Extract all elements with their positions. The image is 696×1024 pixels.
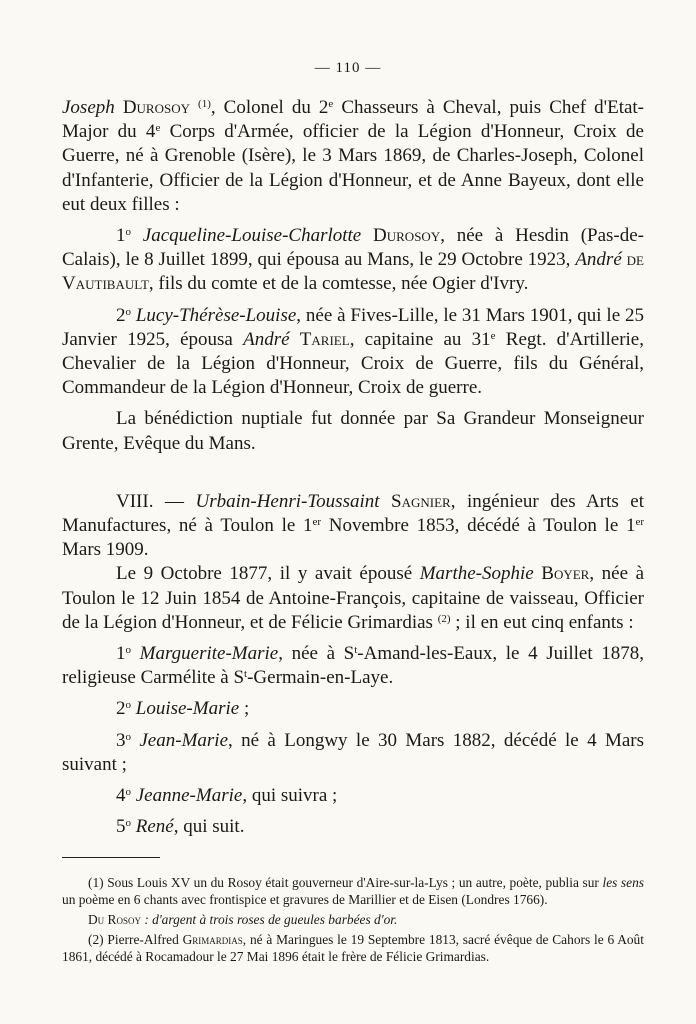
spouse-given-name: André: [575, 249, 622, 271]
ordinal-sup: o: [125, 644, 131, 657]
paragraph-daughter-2: [62, 304, 644, 401]
spouse-surname: Tariel: [299, 328, 350, 350]
text: , capitaine au 31: [349, 328, 491, 350]
paragraph-daughter-1: [62, 224, 644, 297]
ordinal-sup: er: [635, 516, 644, 529]
item-number: 4: [116, 785, 126, 807]
child-item: [62, 815, 644, 839]
ordinal-sup: o: [125, 305, 131, 318]
item-number: 1: [116, 225, 126, 247]
text: , né à Longwy le 30 Mars 1882, décédé le 4 Mars suivant ;: [62, 729, 645, 775]
ordinal-sup: e: [328, 98, 334, 110]
ordinal-sup: o: [125, 730, 131, 743]
ordinal-sup: o: [125, 226, 131, 239]
ordinal-sup: o: [125, 699, 131, 712]
ordinal-sup: er: [312, 516, 322, 529]
text: Pierre-Alfred: [107, 932, 179, 947]
text: ;: [239, 698, 250, 720]
child-item: [62, 729, 644, 777]
paragraph-marriage: [62, 562, 644, 635]
footnote-ref: (1): [198, 98, 211, 110]
given-name: Urbain-Henri-Toussaint: [195, 490, 380, 512]
paragraph-urbain-sagnier: [62, 490, 644, 563]
text: Novembre 1853, décédé à Toulon le 1: [321, 515, 636, 537]
text: , ingénieur des Arts et Manufactures, né à Toulon le 1: [62, 490, 645, 537]
surname: Durosoy: [373, 225, 441, 247]
text: Chasseurs à Cheval, puis Chef d'Etat-Major du 4: [62, 97, 645, 143]
item-number: 1: [116, 643, 126, 665]
given-name: Joseph: [62, 97, 115, 118]
footnote-ref: (2): [437, 612, 451, 625]
given-name: Jeanne-Marie: [135, 785, 243, 807]
paragraph-joseph-durosoy: [62, 96, 644, 217]
text: , née à Hesdin (Pas-de-Calais), le 8 Juillet 1899, qui épousa au Mans, le 29 Octobre 1923,: [62, 225, 645, 271]
given-name: René: [135, 816, 174, 838]
text: , qui suit.: [173, 816, 245, 838]
footnote-number: (1): [88, 875, 104, 890]
text: , née à Toulon le 12 Juin 1854 de Antoine-François, capitaine de vaisseau, Officier de la Légion d'Honneur, et de Félicie Grimardias: [62, 563, 644, 633]
generation-number: VIII. —: [116, 490, 184, 512]
text: Mars 1909.: [62, 539, 149, 561]
footnote-2: [62, 931, 644, 965]
ordinal-sup: o: [125, 786, 131, 799]
surname: Sagnier: [391, 490, 451, 512]
given-name: Lucy-Thérèse-Louise: [135, 304, 297, 326]
surname: Boyer: [541, 563, 590, 585]
abbrev-sup: t: [354, 644, 358, 657]
text: , né à Maringues le 19 Septembre 1813, sacré évêque de Cahors le 6 Août 1861, décédé à Rocamadour le 27 Mai 1896 était le frère de Félicie Grimardias.: [62, 932, 644, 964]
text: Corps d'Armée, officier de la Légion d'Honneur, Croix de Guerre, né à Grenoble (Isère), le 3 Mars 1869, de Charles-Joseph, Colonel d'Infanterie, Officier de la Légion d'Honneur, et de Anne Bayeux, dont elle eut deux filles :: [62, 121, 644, 215]
footnote-1: [62, 874, 644, 908]
given-name: Marthe-Sophie: [419, 563, 534, 585]
child-item: [62, 697, 644, 721]
ordinal-sup: e: [490, 329, 496, 342]
abbrev-sup: t: [244, 668, 248, 681]
child-item: [62, 784, 644, 808]
footnote-1-arms: [62, 911, 644, 928]
item-number: 5: [116, 816, 126, 838]
spouse-surname: de Vautibault: [62, 249, 644, 295]
ordinal-sup: o: [125, 817, 131, 830]
text: , née à Fives-Lille, le 31 Mars 1901, qui le 25 Janvier 1925, épousa: [62, 304, 644, 350]
footnote-divider: [62, 857, 160, 858]
given-name: Jean-Marie: [139, 729, 229, 751]
main-text: [62, 96, 644, 839]
item-number: 2: [116, 304, 126, 326]
footnote-number: (2): [88, 932, 104, 947]
text: -Amand-les-Eaux, le 4 Juillet 1878, religieuse Carmélite à S: [62, 643, 645, 689]
surname: Du Rosoy: [88, 912, 141, 927]
item-number: 3: [116, 729, 126, 751]
child-item: [62, 642, 644, 690]
text: Le 9 Octobre 1877, il y avait épousé: [116, 563, 413, 585]
text: , qui suivra ;: [242, 785, 338, 807]
text: , fils du comte et de la comtesse, née Ogier d'Ivry.: [148, 273, 529, 295]
text: Sous Louis XV un du Rosoy était gouverneur d'Aire-sur-la-Lys ; un autre, poète, publia sur: [107, 875, 599, 890]
text: un poème en 6 chants avec frontispice et gravures de Marillier et de Eisen (Londres 1766).: [62, 892, 548, 907]
footnotes: [62, 874, 644, 965]
text: , Colonel du 2: [210, 97, 329, 118]
text: -Germain-en-Laye.: [247, 667, 394, 689]
blazon-text: : d'argent à trois roses de gueules barbées d'or.: [144, 912, 398, 927]
paragraph-benediction: La bénédiction nuptiale fut donnée par Sa Grandeur Monseigneur Grente, Evêque du Mans.: [62, 408, 644, 454]
text: Regt. d'Artillerie, Chevalier de la Légion d'Honneur, Croix de Guerre, fils du Général, Commandeur de la Légion d'Honneur, Croix de guerre.: [62, 328, 644, 399]
spouse-given-name: André: [243, 328, 290, 350]
surname: Grimardias: [182, 932, 243, 947]
given-name: Marguerite-Marie: [139, 643, 279, 665]
surname: Durosoy: [122, 97, 190, 118]
page-number: — 110 —: [314, 60, 382, 76]
text: , née à S: [278, 643, 355, 665]
italic-text: les sens: [602, 875, 644, 890]
text: ; il en eut cinq enfants :: [450, 611, 634, 633]
ordinal-sup: e: [155, 122, 161, 135]
item-number: 2: [116, 698, 126, 720]
given-name: Jacqueline-Louise-Charlotte: [142, 225, 362, 247]
given-name: Louise-Marie: [135, 698, 240, 720]
